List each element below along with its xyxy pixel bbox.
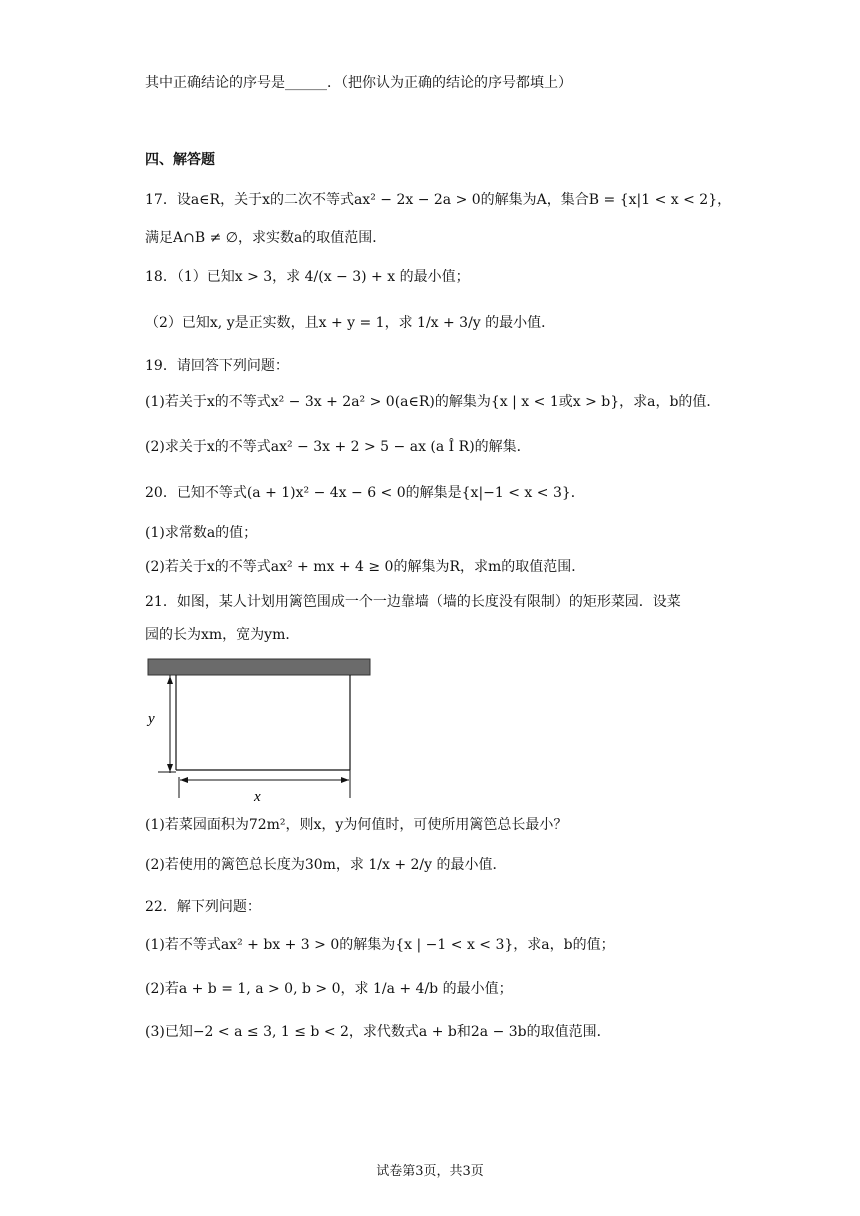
garden-diagram <box>140 655 380 805</box>
q17-line1: 17．设a∈R，关于x的二次不等式ax² − 2x − 2a > 0的解集为A，集合B = {x|1 < x < 2}， <box>145 192 732 208</box>
q21-line1: 21．如图，某人计划用篱笆围成一个一边靠墙（墙的长度没有限制）的矩形菜园．设菜 <box>145 594 681 610</box>
page-footer: 试卷第3页，共3页 <box>376 1164 484 1179</box>
y-arrow-top <box>167 676 173 684</box>
y-arrow-bottom <box>167 764 173 772</box>
wall <box>148 659 370 675</box>
q22-part3: (3)已知−2 < a ≤ 3, 1 ≤ b < 2，求代数式a + b和2a − 3b的取值范围． <box>145 1024 611 1040</box>
x-arrow-right <box>341 777 349 783</box>
x-label: x <box>254 789 261 805</box>
q21-part1: (1)若菜园面积为72m²，则x，y为何值时，可使所用篱笆总长最小？ <box>145 817 568 833</box>
q19-part2: (2)求关于x的不等式ax² − 3x + 2 > 5 − ax (a Î R)的解集． <box>145 439 531 455</box>
q19-part1: (1)若关于x的不等式x² − 3x + 2a² > 0(a∈R)的解集为{x | x < 1或x > b}，求a，b的值． <box>145 394 721 410</box>
q17-line2: 满足A∩B ≠ ∅，求实数a的取值范围． <box>145 230 387 246</box>
q20-part2: (2)若关于x的不等式ax² + mx + 4 ≥ 0的解集为R，求m的取值范围． <box>145 559 586 575</box>
q21-part2: (2)若使用的篱笆总长度为30m，求 1/x + 2/y 的最小值． <box>145 857 507 873</box>
q20-part1: (1)求常数a的值； <box>145 525 258 541</box>
q21-line2: 园的长为xm，宽为ym． <box>145 627 300 643</box>
q22-part1: (1)若不等式ax² + bx + 3 > 0的解集为{x | −1 < x < 3}，求a，b的值； <box>145 937 615 953</box>
x-arrow-left <box>180 777 188 783</box>
q18-part1: 18．（1）已知x > 3，求 4/(x − 3) + x 的最小值； <box>145 269 470 285</box>
fill-blank-line: 其中正确结论的序号是______．（把你认为正确的结论的序号都填上） <box>145 75 572 91</box>
section-heading: 四、解答题 <box>145 152 215 168</box>
q22-part2: (2)若a + b = 1, a > 0, b > 0，求 1/a + 4/b 的最小值； <box>145 981 513 997</box>
q18-part2: （2）已知x, y是正实数，且x + y = 1，求 1/x + 3/y 的最小值． <box>145 315 556 331</box>
q20-title: 20．已知不等式(a + 1)x² − 4x − 6 < 0的解集是{x|−1 < x < 3}． <box>145 485 585 501</box>
q22-title: 22．解下列问题： <box>145 899 261 915</box>
q19-title: 19．请回答下列问题： <box>145 358 289 374</box>
y-label: y <box>148 711 155 727</box>
